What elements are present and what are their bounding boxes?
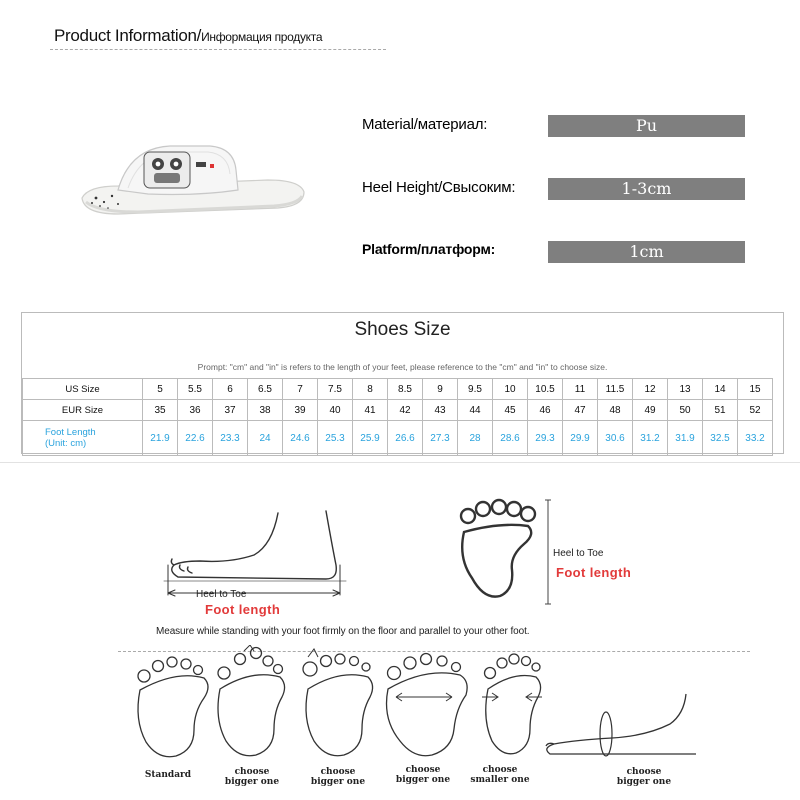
size-cell-us: 11.5 [598,379,633,400]
size-cell-eur: 41 [353,400,388,421]
size-cell-foot: 29.9 [563,421,598,456]
size-cell-foot: 27.3 [423,421,458,456]
size-cell-eur: 47 [563,400,598,421]
size-cell-foot: 25.3 [318,421,353,456]
measure-instruction: Measure while standing with your foot firmly on the floor and parallel to your other foot. [156,626,530,637]
size-cell-eur: 38 [248,400,283,421]
size-cell-eur: 48 [598,400,633,421]
size-cell-eur: 51 [703,400,738,421]
caption-type-6: choose bigger one [616,767,672,787]
size-chart-title: Shoes Size [354,319,451,340]
size-cell-eur: 52 [738,400,773,421]
size-cell-foot: 31.2 [633,421,668,456]
size-cell-foot: 32.5 [703,421,738,456]
size-cell-us: 6 [213,379,248,400]
size-cell-eur: 43 [423,400,458,421]
title-en: Product Information/ [54,26,202,45]
foot-type-greek-icon [206,645,296,763]
size-cell-foot: 22.6 [178,421,213,456]
size-cell-us: 11 [563,379,598,400]
size-table [22,378,773,456]
size-cell-us: 8 [353,379,388,400]
size-cell-us: 6.5 [248,379,283,400]
size-cell-foot: 29.3 [528,421,563,456]
size-chart-prompt: Prompt: "cm" and "in" is refers to the length of your feet, please reference to the "cm" and "in" to choose size. [197,362,608,372]
side-diagram-heel-to-toe: Heel to Toe [196,589,247,600]
row-label-us-size: US Size [23,379,143,400]
size-cell-eur: 44 [458,400,493,421]
top-foot-diagram [450,496,560,608]
table-row-eur-size [23,400,773,421]
size-cell-eur: 39 [283,400,318,421]
size-cell-foot: 28 [458,421,493,456]
size-cell-eur: 40 [318,400,353,421]
table-row-us-size [23,379,773,400]
table-row-foot-length [23,421,773,456]
size-cell-us: 9 [423,379,458,400]
caption-type-2: choose bigger one [224,767,280,787]
size-cell-eur: 37 [213,400,248,421]
row-label-eur-size: EUR Size [23,400,143,421]
size-cell-us: 5 [143,379,178,400]
foot-length-label-line1: Foot Length [45,427,96,438]
size-cell-us: 13 [668,379,703,400]
caption-type-4: choose bigger one [395,765,451,785]
spec-value-platform: 1cm [548,241,745,263]
spec-label-heel-height: Heel Height/Свысоким: [362,179,516,196]
size-cell-us: 8.5 [388,379,423,400]
size-cell-eur: 46 [528,400,563,421]
size-cell-foot: 26.6 [388,421,423,456]
size-cell-foot: 30.6 [598,421,633,456]
size-cell-eur: 49 [633,400,668,421]
size-cell-us: 10 [493,379,528,400]
slipper-product-image [78,140,310,220]
size-cell-foot: 21.9 [143,421,178,456]
size-cell-foot: 23.3 [213,421,248,456]
foot-type-standard-icon [128,650,218,762]
foot-type-egyptian-icon [294,645,384,763]
row-label-foot-length [23,421,143,456]
section-divider [0,462,800,463]
foot-length-label-line2: (Unit: cm) [45,438,87,449]
size-cell-us: 15 [738,379,773,400]
caption-type-3: choose bigger one [310,767,366,787]
size-cell-us: 7.5 [318,379,353,400]
page-title [54,26,322,46]
size-cell-us: 10.5 [528,379,563,400]
size-cell-eur: 36 [178,400,213,421]
size-cell-us: 5.5 [178,379,213,400]
size-cell-foot: 33.2 [738,421,773,456]
top-diagram-foot-length: Foot length [556,565,632,580]
size-cell-eur: 42 [388,400,423,421]
size-cell-eur: 35 [143,400,178,421]
caption-type-5: choose smaller one [470,765,530,785]
spec-value-material: Pu [548,115,745,137]
side-foot-diagram [150,505,350,605]
caption-standard: Standard [144,770,192,780]
spec-label-platform: Platform/платформ: [362,241,496,257]
size-cell-foot: 28.6 [493,421,528,456]
size-cell-eur: 50 [668,400,703,421]
spec-value-heel-height: 1-3cm [548,178,745,200]
size-cell-eur: 45 [493,400,528,421]
spec-label-material: Material/материал: [362,116,488,133]
top-diagram-heel-to-toe: Heel to Toe [553,548,604,559]
size-cell-foot: 24 [248,421,283,456]
title-underline [50,49,386,50]
size-cell-foot: 31.9 [668,421,703,456]
foot-type-high-instep-icon [536,690,706,760]
size-cell-us: 14 [703,379,738,400]
size-cell-us: 9.5 [458,379,493,400]
size-cell-us: 12 [633,379,668,400]
size-cell-us: 7 [283,379,318,400]
size-cell-foot: 24.6 [283,421,318,456]
side-diagram-foot-length: Foot length [205,602,281,617]
foot-type-wide-icon [382,645,472,763]
title-ru: Информация продукта [201,30,323,44]
size-cell-foot: 25.9 [353,421,388,456]
